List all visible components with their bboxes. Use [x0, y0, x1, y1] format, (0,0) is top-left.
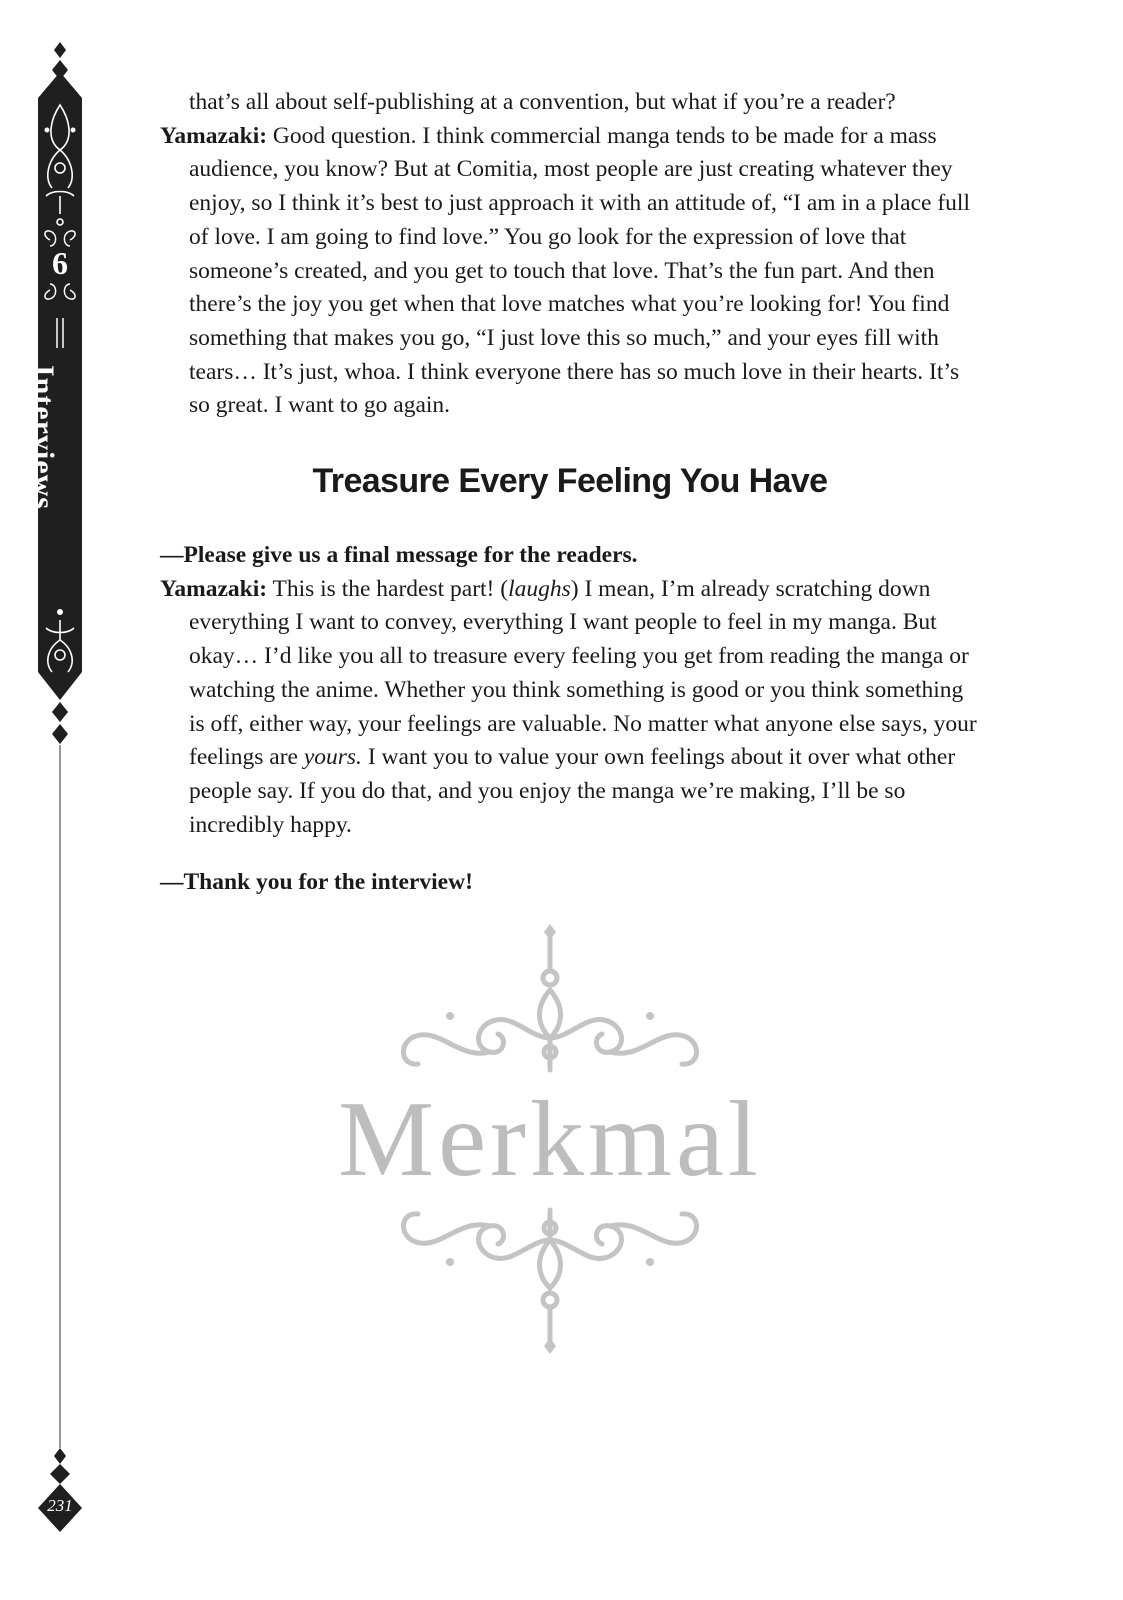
paragraph-continued: [160, 86, 980, 120]
paragraph-text: that’s all about self-publishing at a convention, but what if you’re a reader?: [189, 89, 896, 115]
chapter-sidebar: [0, 0, 120, 1600]
paragraph-answer: [160, 573, 980, 843]
paragraph-text: This is the hardest part! (: [272, 575, 509, 602]
speaker-label: Yamazaki:: [160, 122, 268, 149]
article-body: [160, 86, 980, 900]
paragraph-text: ) I mean, I’m already scratching down everything I want to convey, everything I want people to feel in my manga. But okay… I’d like you all to treasure every feeling you get from reading the manga or watching the anime. Whether you think something is good or you think something is off, either way, your feelings are valuable. No matter what anyone else says, your feelings are: [189, 575, 977, 771]
interview-question: —Please give us a final message for the readers.: [160, 542, 638, 569]
section-label: Interviews: [27, 365, 60, 510]
merkmal-logo: [300, 920, 800, 1360]
page-number: 231: [47, 1496, 73, 1515]
section-heading: Treasure Every Feeling You Have: [312, 462, 828, 501]
sidebar-ornament: [0, 0, 120, 1600]
laughs-aside: laughs: [508, 575, 571, 602]
logo-wordmark: Merkmal: [338, 1080, 762, 1199]
emphasis-text: yours.: [303, 744, 362, 771]
speaker-label: Yamazaki:: [160, 575, 268, 602]
closing-line: —Thank you for the interview!: [160, 869, 473, 896]
paragraph-text: I want you to value your own feelings about it over what other people say. If you do that, and you enjoy the manga we’re making, I’ll be so incredibly happy.: [189, 744, 956, 838]
paragraph-text: Good question. I think commercial manga tends to be made for a mass audience, you know? But at Comitia, most people are just creating whatever they enjoy, so I think it’s best to just approach it with an attitude of, “I am in a place full of love. I am going to find love.” You go look for the expression of love that someone’s created, and you get to touch that love. That’s the fun part. And then there’s the joy you get when that love matches what you’re looking for! You find something that makes you go, “I just love this so much,” and your eyes fill with tears… It’s just, whoa. I think everyone there has so much love in their hearts. It’s so great. I want to go again.: [189, 122, 970, 419]
chapter-number: 6: [52, 245, 68, 281]
paragraph-answer: [160, 120, 980, 423]
